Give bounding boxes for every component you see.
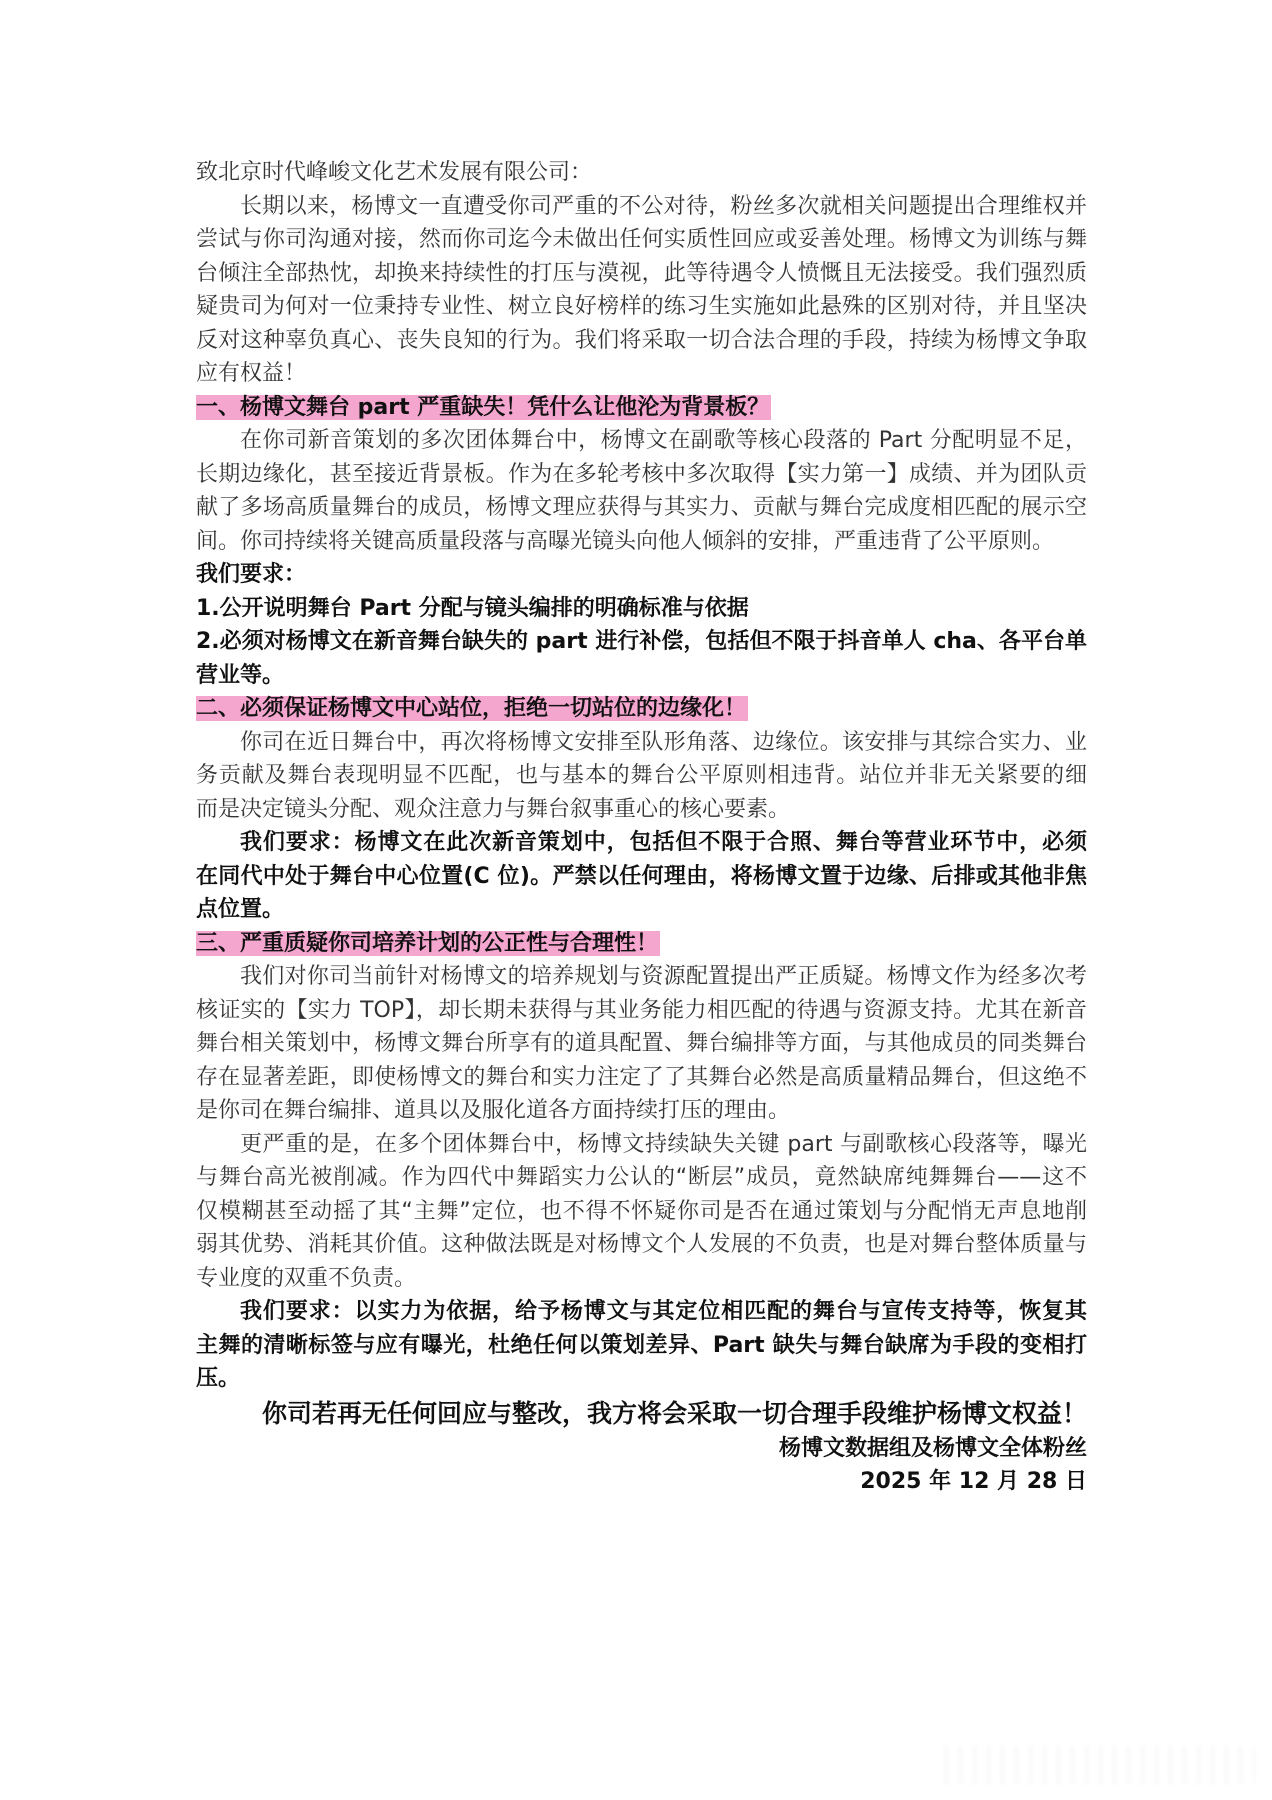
text-line: 而是决定镜头分配、观众注意力与舞台叙事重心的核心要素。 [196,796,791,822]
paragraph [196,156,1087,190]
date-line [196,1465,1087,1499]
text-line: 压。 [196,1366,241,1391]
paragraph [196,826,1087,927]
text-line: 点位置。 [196,897,285,922]
text-line [196,927,1087,961]
paragraph [196,960,1087,1128]
text-line: 主舞的清晰标签与应有曝光，杜绝任何以策划差异、Part 缺失与舞台缺席为手段的变相打 [196,1332,1087,1358]
paragraph [196,424,1087,558]
text-line: 长期以来，杨博文一直遭受你司严重的不公对待，粉丝多次就相关问题提出合理维权并 [240,193,1087,219]
text-line: 与舞台高光被削减。作为四代中舞蹈实力公认的“断层”成员，竟然缺席纯舞舞台——这不 [196,1165,1087,1190]
closing-line [196,1396,1087,1432]
section-heading [196,692,1087,726]
text-line: 2.必须对杨博文在新音舞台缺失的 part 进行补偿，包括但不限于抖音单人 cha、各平台单 [196,629,1087,654]
section-heading [196,927,1087,961]
text-line: 务贡献及舞台表现明显不匹配，也与基本的舞台公平原则相违背。站位并非无关紧要的细 [196,763,1087,788]
text-line: 核证实的【实力 TOP】，却长期未获得与其业务能力相匹配的待遇与资源支持。尤其在新音 [196,997,1087,1023]
text-line: 尝试与你司沟通对接，然而你司迄今未做出任何实质性回应或妥善处理。杨博文为训练与舞 [196,227,1087,252]
text-line: 1.公开说明舞台 Part 分配与镜头编排的明确标准与依据 [196,595,749,621]
paragraph [196,726,1087,827]
watermark [945,1745,1255,1785]
text-line: 疑贵司为何对一位秉持专业性、树立良好榜样的练习生实施如此悬殊的区别对待，并且坚决 [196,294,1087,319]
text-line: 弱其优势、消耗其价值。这种做法既是对杨博文个人发展的不负责，也是对舞台整体质量与 [196,1232,1087,1257]
text-line [196,692,1087,726]
paragraph [196,625,1087,692]
text-line: 更严重的是，在多个团体舞台中，杨博文持续缺失关键 part 与副歌核心段落等，曝光 [240,1131,1087,1157]
text-line: 专业度的双重不负责。 [196,1265,417,1291]
paragraph [196,592,1087,626]
letter-document [196,156,1087,1499]
text-line: 我们要求：杨博文在此次新音策划中，包括但不限于合照、舞台等营业环节中，必须 [240,830,1087,855]
text-line: 在你司新音策划的多次团体舞台中，杨博文在副歌等核心段落的 Part 分配明显不足， [240,428,1087,453]
text-line: 我们要求： [196,562,307,587]
text-line: 反对这种辜负真心、丧失良知的行为。我们将采取一切合法合理的手段，持续为杨博文争取 [196,327,1087,353]
text-line: 献了多场高质量舞台的成员，杨博文理应获得与其实力、贡献与舞台完成度相匹配的展示空 [196,495,1087,520]
text-line: 营业等。 [196,662,285,688]
text-line: 2025 年 12 月 28 日 [860,1469,1087,1494]
text-line: 杨博文数据组及杨博文全体粉丝 [778,1435,1087,1461]
section-heading [196,391,1087,425]
text-line: 应有权益！ [196,361,307,386]
text-line: 仅模糊甚至动摇了其“主舞”定位，也不得不怀疑你司是否在通过策划与分配悄无声息地削 [196,1198,1087,1224]
signature-line [196,1432,1087,1466]
text-line: 存在显著差距，即使杨博文的舞台和实力注定了了其舞台必然是高质量精品舞台，但这绝不 [196,1064,1087,1090]
text-line: 致北京时代峰峻文化艺术发展有限公司： [196,160,593,185]
text-line: 间。你司持续将关键高质量段落与高曝光镜头向他人倾斜的安排，严重违背了公平原则。 [196,528,1055,554]
text-line: 是你司在舞台编排、道具以及服化道各方面持续打压的理由。 [196,1098,791,1123]
text-line: 在同代中处于舞台中心位置(C 位)。严禁以任何理由，将杨博文置于边缘、后排或其他非焦 [196,863,1087,889]
heading-highlight: 三、严重质疑你司培养计划的公正性与合理性！ [196,930,659,956]
heading-highlight: 一、杨博文舞台 part 严重缺失！凭什么让他沦为背景板？ [196,394,770,420]
paragraph [196,1128,1087,1296]
text-line: 舞台相关策划中，杨博文舞台所享有的道具配置、舞台编排等方面，与其他成员的同类舞台 [196,1031,1087,1056]
paragraph [196,1295,1087,1396]
text-line: 长期边缘化，甚至接近背景板。作为在多轮考核中多次取得【实力第一】成绩、并为团队贡 [196,461,1087,487]
text-line: 你司在近日舞台中，再次将杨博文安排至队形角落、边缘位。该安排与其综合实力、业 [240,729,1087,755]
text-line: 我们要求：以实力为依据，给予杨博文与其定位相匹配的舞台与宣传支持等，恢复其 [240,1299,1087,1324]
paragraph [196,558,1087,592]
text-line: 你司若再无任何回应与整改，我方将会采取一切合理手段维护杨博文权益！ [261,1398,1087,1428]
text-line: 台倾注全部热忱，却换来持续性的打压与漠视，此等待遇令人愤慨且无法接受。我们强烈质 [196,260,1087,286]
heading-highlight: 二、必须保证杨博文中心站位，拒绝一切站位的边缘化！ [196,696,747,721]
text-line [196,391,1087,425]
text-line: 我们对你司当前针对杨博文的培养规划与资源配置提出严正质疑。杨博文作为经多次考 [240,964,1087,989]
paragraph [196,190,1087,391]
